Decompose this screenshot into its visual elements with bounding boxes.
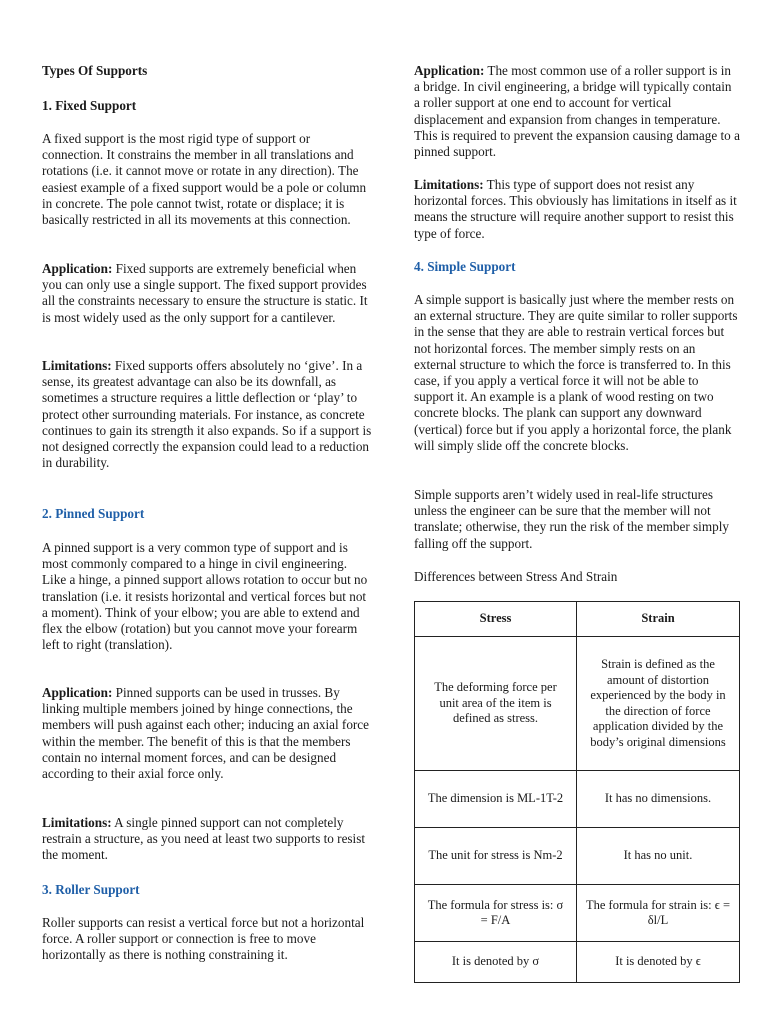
application-label: Application: bbox=[42, 261, 113, 276]
roller-support-heading: 3. Roller Support bbox=[42, 882, 140, 897]
roller-support-limitations bbox=[414, 177, 740, 242]
roller-support-application bbox=[414, 63, 740, 160]
table-cell: Strain is defined as the amount of distortion experienced by the body in the direction of force application divided by the body’s original dimensions bbox=[577, 637, 740, 771]
table-cell: It is denoted by σ bbox=[415, 942, 577, 983]
table-cell: It has no dimensions. bbox=[577, 771, 740, 828]
pinned-support-heading: 2. Pinned Support bbox=[42, 506, 145, 521]
fixed-support-application bbox=[42, 261, 372, 326]
table-row bbox=[415, 771, 740, 828]
application-text: The most common use of a roller support is in a bridge. In civil engineering, a bridge will typically contain a roller support at one end to account for vertical displacement and expansion from changes in temperature. This is required to prevent the expansion causing damage to a pinned support. bbox=[414, 63, 740, 160]
application-text: Fixed supports are extremely beneficial when you can only use a single support. The fixed support provides all the constraints necessary to ensure the structure is static. It is most widely used as the only support for a cantilever. bbox=[42, 261, 368, 325]
simple-support-para1: A simple support is basically just where the member rests on an external structure. They are quite similar to roller supports in the sense that they are able to restrain vertical forces but not horizontal forces. The member simply rests on an external structure to which the force is transferred to. In this case, if you apply a vertical force it will not be able to support it. An example is a plank of wood resting on two concrete blocks. The plank can support any downward (vertical) force but if you apply a horizontal force, the plank will simply slide off the concrete blocks. bbox=[414, 292, 738, 453]
table-row bbox=[415, 942, 740, 983]
limitations-text: A single pinned support can not completely restrain a structure, as you need at least two supports to resist the moment. bbox=[42, 815, 366, 863]
pinned-support-limitations bbox=[42, 815, 372, 864]
table-header-row bbox=[415, 602, 740, 637]
pinned-support-intro: A pinned support is a very common type of support and is most commonly compared to a hinge in civil engineering. Like a hinge, a pinned support allows rotation to occur but no translation (i.e. it resists horizontal and vertical forces but not a moment). Think of your elbow; you are able to extend and flex the elbow (rotation) but you cannot move your forearm left to right (translation). bbox=[42, 540, 368, 653]
table-row bbox=[415, 637, 740, 771]
stress-strain-table bbox=[414, 601, 740, 983]
table-cell: The formula for stress is: σ = F/A bbox=[415, 885, 577, 942]
fixed-support-heading: 1. Fixed Support bbox=[42, 98, 137, 113]
table-row bbox=[415, 885, 740, 942]
table-cell: The formula for strain is: ϵ = δl/L bbox=[577, 885, 740, 942]
table-cell: The deforming force per unit area of the item is defined as stress. bbox=[415, 637, 577, 771]
table-cell: It is denoted by ϵ bbox=[577, 942, 740, 983]
limitations-text: Fixed supports offers absolutely no ‘give’. In a sense, its greatest advantage can also be its downfall, as sometimes a structure requires a little deflection or ‘play’ to protect other surrounding materials. For instance, as concrete continues to gain its strength it also expands. So if a support is not designed correctly the expansion could lead to a reduction in durability. bbox=[42, 358, 372, 471]
application-text: Pinned supports can be used in trusses. By linking multiple members joined by hinge connections, the members will push against each other; inducing an axial force within the member. The benefit of this is that the members contain no internal moment forces, and can be designed according to their axial force only. bbox=[42, 685, 370, 782]
limitations-label: Limitations: bbox=[414, 177, 484, 192]
table-cell: It has no unit. bbox=[577, 828, 740, 885]
fixed-support-intro: A fixed support is the most rigid type of support or connection. It constrains the member in all translations and rotations (i.e. it cannot move or rotate in any direction). The easiest example of a fixed support would be a pole or column in concrete. The pole cannot twist, rotate or displace; it is basically restricted in all its movements at this connection. bbox=[42, 131, 367, 228]
differences-title: Differences between Stress And Strain bbox=[414, 569, 618, 584]
application-label: Application: bbox=[42, 685, 113, 700]
table-header-strain: Strain bbox=[577, 602, 740, 637]
limitations-label: Limitations: bbox=[42, 815, 112, 830]
table-row bbox=[415, 828, 740, 885]
table-cell: The unit for stress is Nm-2 bbox=[415, 828, 577, 885]
table-cell: The dimension is ML-1T-2 bbox=[415, 771, 577, 828]
roller-support-intro: Roller supports can resist a vertical force but not a horizontal force. A roller support or connection is free to move horizontally as there is nothing constraining it. bbox=[42, 915, 365, 963]
limitations-text: This type of support does not resist any horizontal forces. This obviously has limitations in itself as it means the structure will require another support to resist this type of force. bbox=[414, 177, 737, 241]
table-header-stress: Stress bbox=[415, 602, 577, 637]
document-title: Types Of Supports bbox=[42, 63, 148, 78]
simple-support-para2: Simple supports aren’t widely used in real-life structures unless the engineer can be sure that the member will not translate; otherwise, they run the risk of the member simply falling off the support. bbox=[414, 487, 729, 551]
limitations-label: Limitations: bbox=[42, 358, 112, 373]
simple-support-heading: 4. Simple Support bbox=[414, 259, 516, 274]
application-label: Application: bbox=[414, 63, 485, 78]
pinned-support-application bbox=[42, 685, 372, 782]
fixed-support-limitations bbox=[42, 358, 372, 471]
